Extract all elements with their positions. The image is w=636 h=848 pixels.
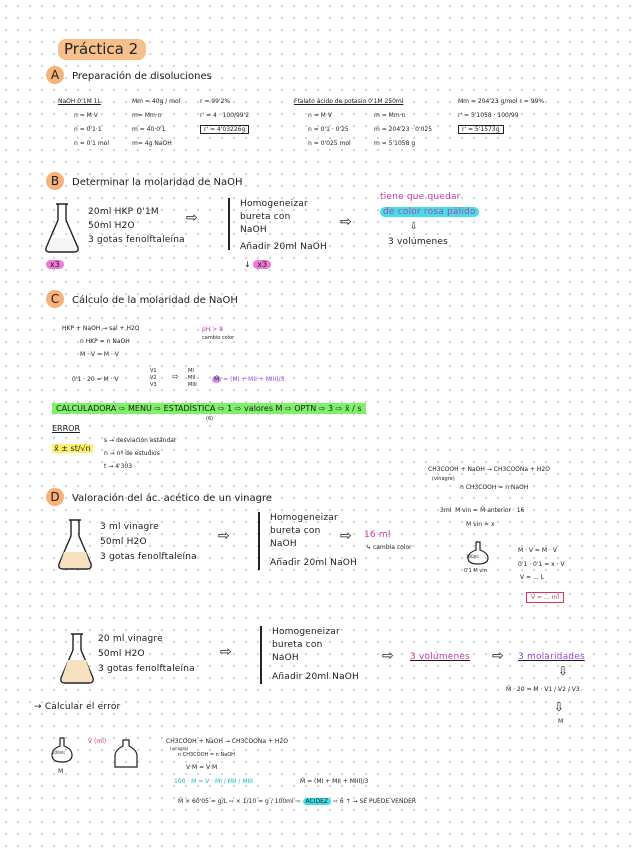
arrow-icon: ⇨ [218, 528, 230, 544]
c-calculator-line [52, 404, 366, 413]
section-d-heading [46, 488, 272, 506]
d-bottom-line1b: M̄ = (MI + MII + MIII)/3 [300, 778, 369, 785]
c-equations [62, 322, 140, 361]
d-mv-eq: M · V = M · V [518, 547, 557, 554]
section-c-letter: C [46, 290, 64, 308]
d-mv-eq2: 0'1 · 0'1 = x · V [518, 561, 565, 568]
d-row2-col2-2: NaOH [272, 653, 299, 663]
d-bottom-line1: 100 · M = V · MI / MII / MIII [174, 778, 253, 785]
b-down-arrow: ⇩ [410, 222, 418, 232]
flask-icon [54, 518, 96, 572]
down-arrow-icon: ⇩ [558, 664, 569, 678]
page-title: Práctica 2 [58, 40, 146, 58]
a-right-col3 [458, 95, 544, 137]
d-row2-col1-1: 50ml H2O [98, 649, 145, 659]
volumetric-flask-icon [466, 540, 490, 566]
c-v-list [150, 368, 157, 389]
b-col1-1: 50ml H2O [88, 221, 135, 231]
d-mvin [440, 504, 524, 532]
c-eq3: 0'1 · 20 = M · V [72, 376, 119, 383]
b-col2-0: Homogeneizar [240, 199, 308, 209]
c-mbar-symbol: M̄ [214, 376, 220, 383]
arrow-icon: ⇨ [186, 210, 198, 226]
d-row1-col1-2: 3 gotas fenolftaleína [100, 552, 197, 562]
a-left-result-box: r' = 4'03226g [200, 125, 249, 134]
d-bottom-nrel: n CH3COOH = n NaOH [178, 752, 235, 758]
d-row1-col1 [100, 520, 197, 565]
b-col2-1: bureta con [240, 212, 291, 222]
arrow-icon: ⇨ [340, 528, 352, 544]
section-b-title: Determinar la molaridad de NaOH [72, 177, 243, 188]
a-left-c2-2: m = 40·0'1 [132, 126, 166, 133]
section-c-title: Cálculo de la molaridad de NaOH [72, 295, 238, 306]
arrow-icon: ⇨ [382, 648, 394, 664]
a-right-c1-3: n = 0'025 mol [308, 140, 351, 147]
d-v-box: V = ... ml [526, 594, 564, 601]
c-error-formula: x̄ ± st/√n [54, 444, 91, 453]
d-bottom-reaction-note: (vinagre) [170, 746, 189, 751]
a-right-c1-2: n = 0'1 · 0'25 [308, 126, 349, 133]
a-left-col1 [58, 95, 109, 151]
c-error-defs [104, 434, 176, 473]
c-error-def-s: s → desviación estándar [104, 437, 177, 444]
c-mbar-formula: = (MI + MII + MIII)/3 [223, 376, 285, 383]
d-row1-result: 16 ml [364, 530, 391, 540]
b-col3 [380, 190, 479, 250]
b-col1-0: 20ml HKP 0'1M [88, 207, 159, 217]
d-calc-error: → Calcular el error [34, 702, 121, 712]
a-left-col2 [132, 95, 180, 151]
b-col2-2: NaOH [240, 225, 267, 235]
a-left-c1-2: n = 0'1·1 [74, 126, 102, 133]
c-m-list [188, 368, 197, 389]
a-left-c2-1: m= Mm·n [132, 112, 162, 119]
a-left-c3b: r' = 4 · 100/99'2 [200, 112, 250, 119]
section-a-title: Preparación de disoluciones [72, 71, 212, 82]
c-mbar [212, 376, 284, 383]
c-ph-note: cambio color [202, 335, 235, 341]
a-right-c1-1: n = M·V [308, 112, 332, 119]
d-row1-col1-1: 50ml H2O [100, 537, 147, 547]
a-left-c1-1: n = M·V [74, 112, 98, 119]
section-b-heading [46, 172, 243, 190]
d-bottom-vm: V·M = V·M [186, 764, 218, 771]
d-row1-col2-1: bureta con [270, 526, 321, 536]
a-right-col2 [374, 109, 432, 151]
d-row2-col2-3: Añadir 20ml NaOH [272, 672, 360, 682]
arrow-icon: ⇨ [220, 644, 232, 660]
d-bottom-flask: 100ml [52, 750, 65, 755]
d-row2-col2-0: Homogeneizar [272, 627, 340, 637]
d-row2-col1 [98, 632, 195, 677]
d-row2-mol: 3 molaridades [518, 652, 585, 662]
c-eq2: M · V = M · V [80, 351, 119, 358]
arrow-icon: ⇨ [492, 648, 504, 664]
c-error-def-t: t → 4'303 [104, 463, 133, 470]
arrow-icon: ⇨ [340, 214, 352, 230]
flask-icon [56, 632, 98, 686]
a-left-col3 [200, 95, 249, 137]
b-col3-b: de color rosa pálido [380, 207, 479, 217]
d-row2-vol: 3 volúmenes [410, 652, 471, 662]
section-d-letter: D [46, 488, 64, 506]
section-d-title: Valoración del ác. acético de un vinagre [72, 493, 273, 504]
b-col3-a: tiene que quedar [380, 192, 461, 202]
burette-icon [258, 512, 260, 570]
d-bottom-line2: M̄ × 60'05 = g/L ⇨ × 1/10 = g / 100ml ⇨ ACIDEZ ⇨ 6 ↑ → SE PUEDE VENDER [178, 798, 417, 805]
d-row1-note: ↳ cambia color [366, 544, 412, 551]
d-flask-label: 100ml [466, 554, 479, 559]
a-right-c2-1: m = 204'23 · 0'025 [374, 126, 433, 133]
b-col3-c: 3 volúmenes [388, 237, 449, 247]
b-col1 [88, 205, 185, 247]
b-col2 [240, 198, 327, 254]
c-m2: MII [188, 375, 196, 381]
a-left-c3a: r = 99'2% [200, 98, 231, 105]
x3-badge: x3 [46, 260, 64, 269]
d-row2-col2-1: bureta con [272, 640, 323, 650]
c-ph [202, 326, 234, 342]
b-x3b: ↓ x3 [244, 260, 271, 269]
c-v3: V3 [150, 382, 157, 388]
d-bottom-v: V (ml) [88, 738, 107, 745]
d-row2-col1-0: 20 ml vinagre [98, 634, 163, 644]
section-c-heading [46, 290, 238, 308]
section-a-heading [46, 66, 212, 84]
d-reaction: CH3COOH + NaOH → CH3COONa + H2O [428, 466, 550, 473]
d-reaction-note: (vinagre) [432, 476, 455, 482]
d-bottom-reaction: CH3COOH + NaOH → CH3COONa + H2O [166, 738, 288, 745]
c-error-title: ERROR [52, 424, 81, 433]
d-acidez: ACIDEZ [303, 798, 331, 805]
down-arrow-icon: ⇩ [554, 700, 565, 714]
d-row2-m: M [558, 718, 564, 725]
bottle-icon [114, 738, 140, 770]
a-right-c2-0: m = Mm·n [374, 112, 406, 119]
c-m1: MI [188, 368, 194, 374]
b-col1-2: 3 gotas fenolftaleína [88, 235, 185, 245]
c-eq1: n HKP = n NaOH [80, 338, 130, 345]
d-mvn: M vin = M̄ anterior · 16 [455, 507, 525, 514]
c-v1: V1 [150, 368, 157, 374]
a-right-c2-2: m = 5'1058 g [374, 140, 416, 147]
d-row2-eq: M̄ · 20 = M · V1 / V2 / V3 [506, 686, 580, 693]
d-bottom-tail: ⇨ 6 ↑ → SE PUEDE VENDER [332, 798, 417, 805]
d-mv-eqs [518, 544, 565, 572]
d-mvin-x: M vin = x [466, 521, 495, 528]
d-bottom-flask-sub: M [58, 768, 64, 775]
d-flask-sub: 0'1 M vin [464, 568, 487, 574]
a-left-c1-3: n = 0'1 mol [74, 140, 110, 147]
d-nrel: n CH3COOH = n NaOH [460, 484, 529, 491]
d-row1-col2-0: Homogeneizar [270, 513, 338, 523]
c-m3: MIII [188, 382, 197, 388]
a-left-c2-0: Mm = 40g / mol [132, 98, 181, 105]
c-ph-value: pH > 8 [202, 326, 223, 333]
flask-icon [42, 202, 82, 254]
d-v-eq: V = ... L [520, 574, 544, 581]
c-calc-text: CALCULADORA ⇨ MENU ⇨ ESTADÍSTICA ⇨ 1 ⇨ valores M ⇨ OPTN ⇨ 3 ⇨ x̄ / s [52, 403, 366, 414]
c-v2: V2 [150, 375, 157, 381]
d-row1-col1-0: 3 ml vinagre [100, 522, 159, 532]
section-a-letter: A [46, 66, 64, 84]
a-right-result-box: r' = 5'1573g [458, 125, 504, 134]
a-left-c1-0: NaOH 0'1M 1L [58, 98, 101, 105]
a-right-c1-0: Ftalato ácido de potasio 0'1M 250ml [294, 98, 404, 105]
b-col2-3: Añadir 20ml NaOH [240, 242, 328, 252]
c-branch-arrow: ⇨ [172, 372, 179, 381]
d-row2-col2 [272, 626, 359, 684]
c-reaction: HKP + NaOH → sal + H2O [62, 325, 140, 332]
a-right-c3a: Mm = 204'23 g/mol r = 99% [458, 98, 545, 105]
c-calc-note: (6) [206, 416, 214, 422]
c-error-def-n: n → nº de estudios [104, 450, 160, 457]
d-row1-col2-3: Añadir 20ml NaOH [270, 558, 358, 568]
burette-icon [260, 626, 262, 684]
d-row2-col1-2: 3 gotas fenolftaleína [98, 664, 195, 674]
a-left-c2-3: m= 4g NaOH [132, 140, 172, 147]
d-v3ml: 3ml [440, 507, 452, 514]
section-b-letter: B [46, 172, 64, 190]
d-row1-col2-2: NaOH [270, 539, 297, 549]
a-right-c3b: r' = 5'1058 · 100/99 [458, 112, 519, 119]
burette-icon [228, 198, 230, 250]
